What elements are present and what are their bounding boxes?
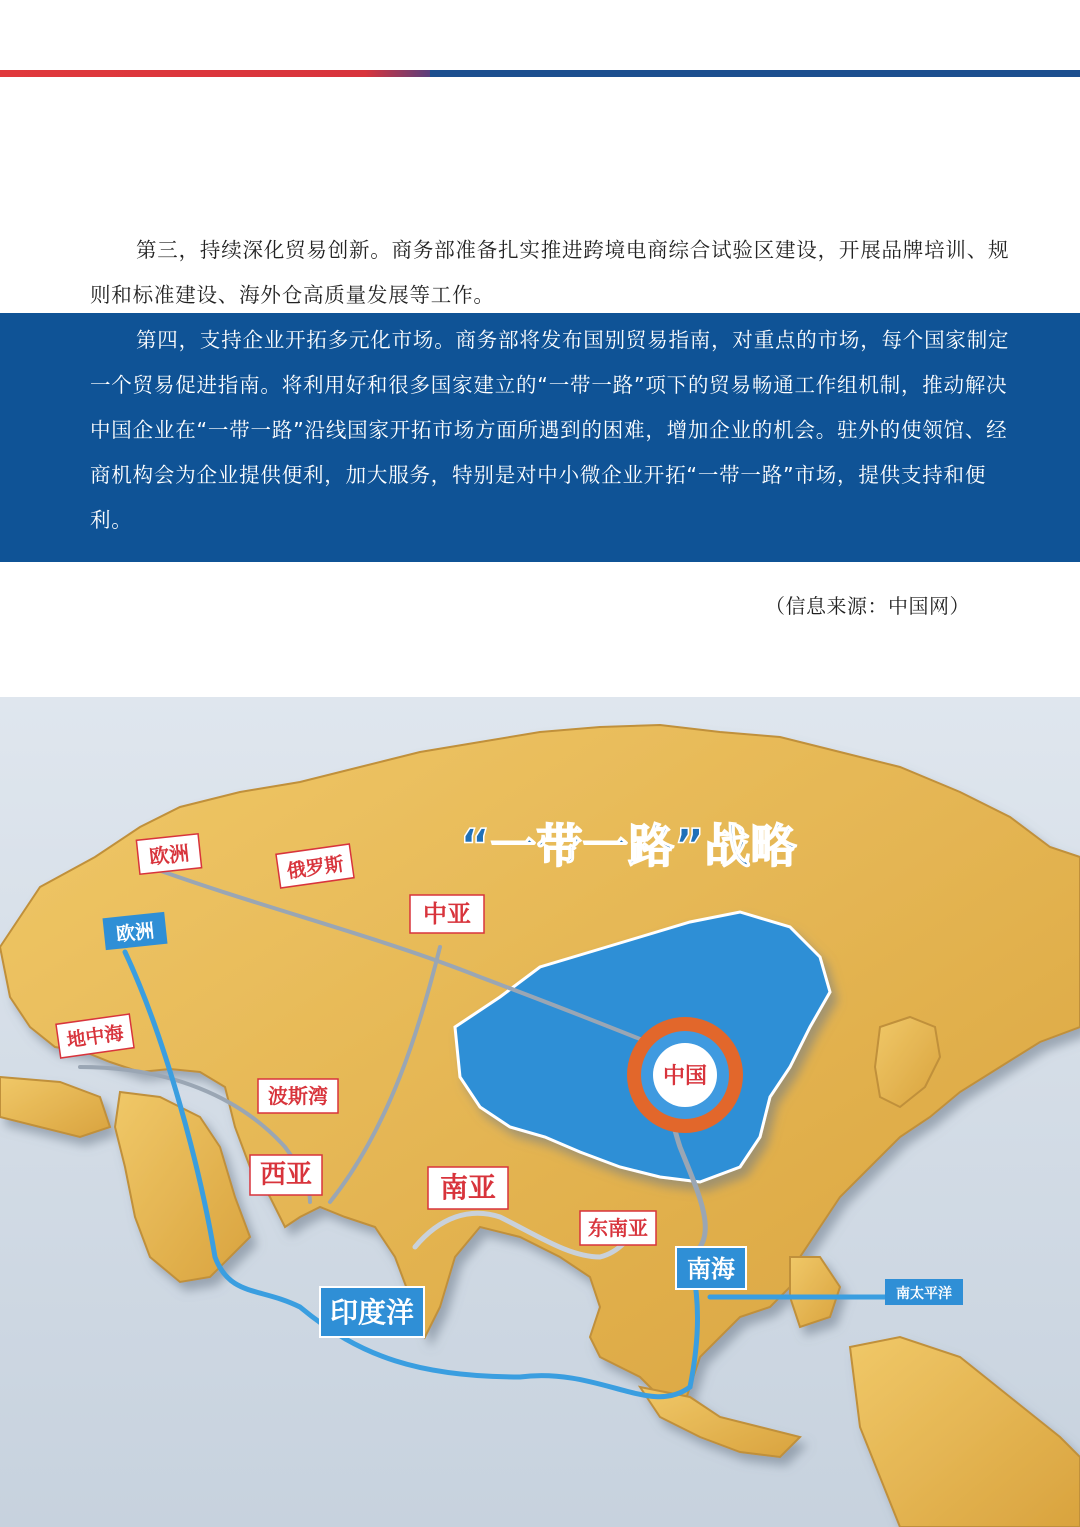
label-southeast-asia: 东南亚 (588, 1216, 648, 1240)
label-europe-land: 欧洲 (147, 840, 191, 870)
header-rule-blue (430, 70, 1080, 77)
label-south-china-sea: 南海 (687, 1255, 735, 1283)
china-hub (627, 1017, 743, 1133)
label-mediterranean: 地中海 (65, 1022, 125, 1052)
header-rule-red (0, 70, 430, 77)
label-south-asia: 南亚 (439, 1171, 497, 1204)
label-russia: 俄罗斯 (285, 853, 346, 883)
label-central-asia: 中亚 (423, 900, 471, 928)
source-note: （信息来源：中国网） (765, 594, 970, 618)
header-rule (0, 70, 1080, 77)
label-persian-gulf: 波斯湾 (268, 1084, 328, 1108)
china-label: 中国 (662, 1064, 708, 1089)
label-south-pacific: 南太平洋 (896, 1286, 952, 1302)
belt-and-road-map (0, 697, 1080, 1527)
label-west-asia: 西亚 (259, 1160, 313, 1190)
label-europe-sea: 欧洲 (115, 920, 156, 946)
map-title: “一带一路”战略 (460, 819, 797, 873)
paragraph-fourth: 第四，支持企业开拓多元化市场。商务部将发布国别贸易指南，对重点的市场，每个国家制定一个贸易促进指南。将利用好和很多国家建立的“一带一路”项下的贸易畅通工作组机制，推动解决中国企业在“一带一路”沿线国家开拓市场方面所遇到的困难，增加企业的机会。驻外的使领馆、经商机构会为企业提供便利，加大服务，特别是对中小微企业开拓“一带一路”市场，提供支持和便利。 (90, 328, 1010, 532)
paragraph-third: 第三，持续深化贸易创新。商务部准备扎实推进跨境电商综合试验区建设，开展品牌培训、规则和标准建设、海外仓高质量发展等工作。 (90, 238, 1010, 307)
label-indian-ocean: 印度洋 (329, 1296, 415, 1329)
